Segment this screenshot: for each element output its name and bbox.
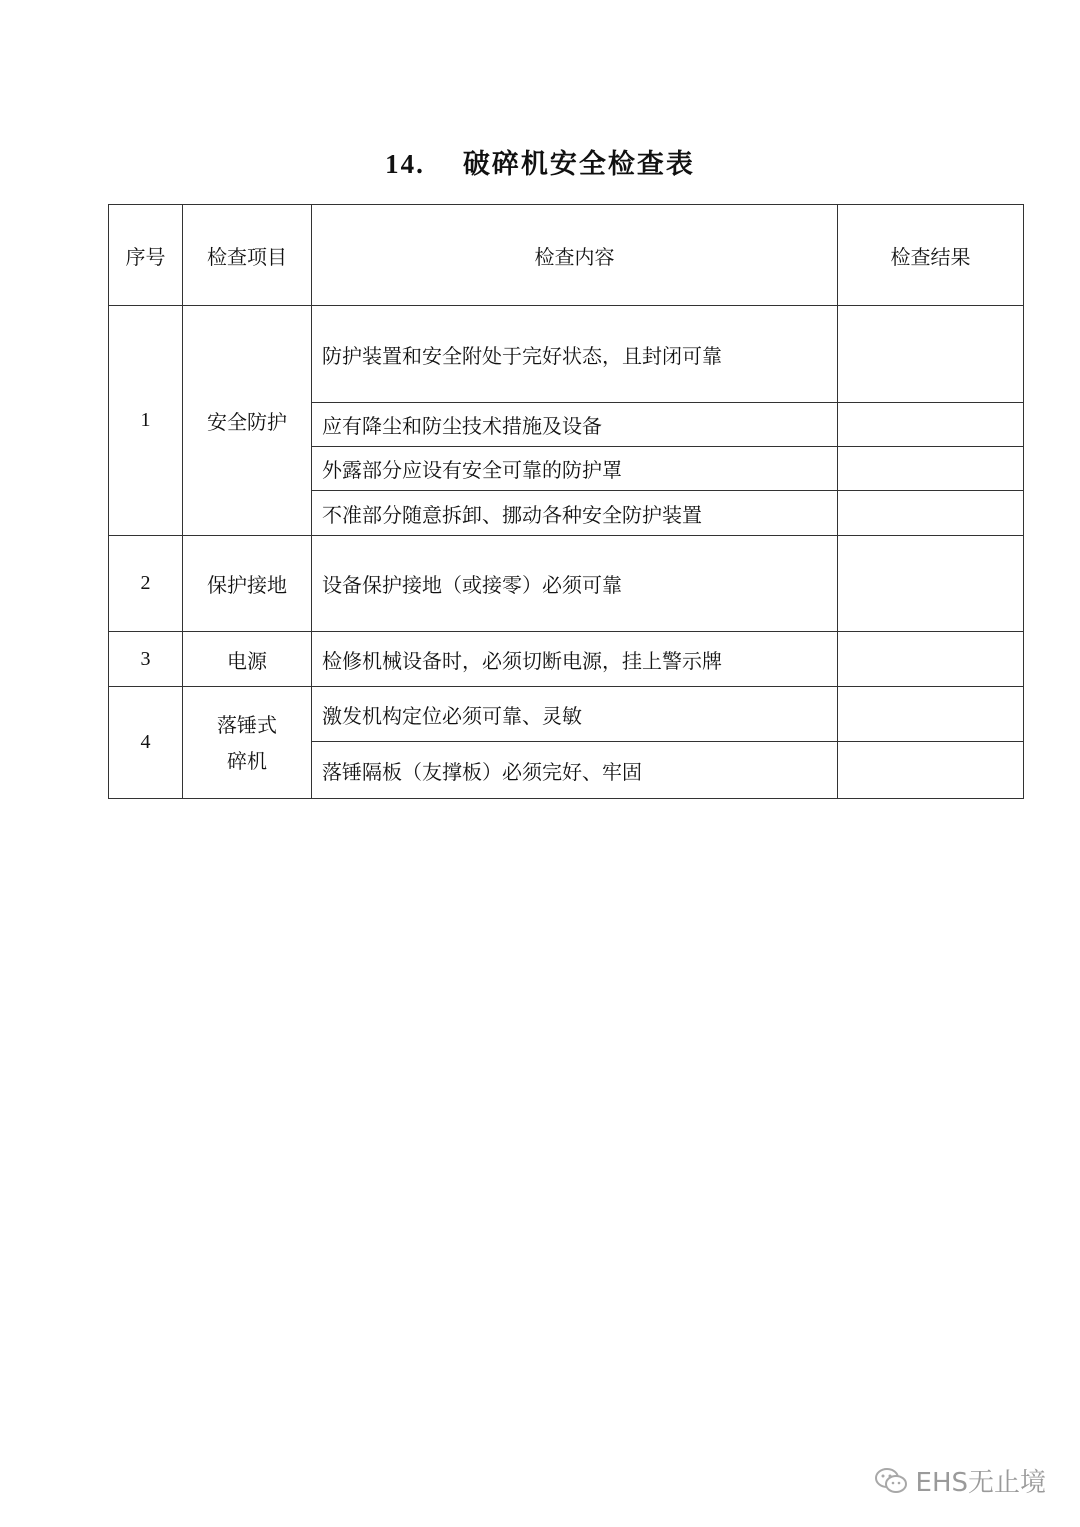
result-cell[interactable] [838,306,1024,403]
row-content: 激发机构定位必须可靠、灵敏 [312,687,838,742]
row-item: 电源 [183,632,312,687]
table-row [109,306,1024,403]
safety-check-table [108,204,1024,799]
result-cell[interactable] [838,632,1024,687]
page-title [0,142,1080,181]
row-item: 安全防护 [183,306,312,536]
row-item [183,687,312,799]
watermark [874,1462,1046,1499]
watermark-text: EHS无止境 [915,1468,1046,1498]
header-no: 序号 [109,205,183,306]
header-item: 检查项目 [183,205,312,306]
result-cell[interactable] [838,447,1024,491]
row-item-line: 落锤式 [217,712,277,737]
title-number: 14. [385,149,425,179]
result-cell[interactable] [838,536,1024,632]
result-cell[interactable] [838,742,1024,799]
header-row [109,205,1024,306]
header-content: 检查内容 [312,205,838,306]
table-row [109,536,1024,632]
row-content: 外露部分应设有安全可靠的防护罩 [312,447,838,491]
row-no: 1 [109,306,183,536]
result-cell[interactable] [838,403,1024,447]
table-row [109,687,1024,742]
title-text: 破碎机安全检查表 [462,149,695,180]
row-item: 保护接地 [183,536,312,632]
row-no: 2 [109,536,183,632]
row-content: 防护装置和安全附处于完好状态，且封闭可靠 [312,306,838,403]
result-cell[interactable] [838,687,1024,742]
row-content: 应有降尘和防尘技术措施及设备 [312,403,838,447]
table-row [109,632,1024,687]
row-content: 设备保护接地（或接零）必须可靠 [312,536,838,632]
row-no: 3 [109,632,183,687]
row-content: 落锤隔板（友撑板）必须完好、牢固 [312,742,838,799]
header-result: 检查结果 [838,205,1024,306]
row-no: 4 [109,687,183,799]
row-content: 不准部分随意拆卸、挪动各种安全防护装置 [312,491,838,536]
row-item-line: 碎机 [227,748,267,773]
result-cell[interactable] [838,491,1024,536]
row-content: 检修机械设备时，必须切断电源，挂上警示牌 [312,632,838,687]
wechat-icon [874,1467,908,1495]
